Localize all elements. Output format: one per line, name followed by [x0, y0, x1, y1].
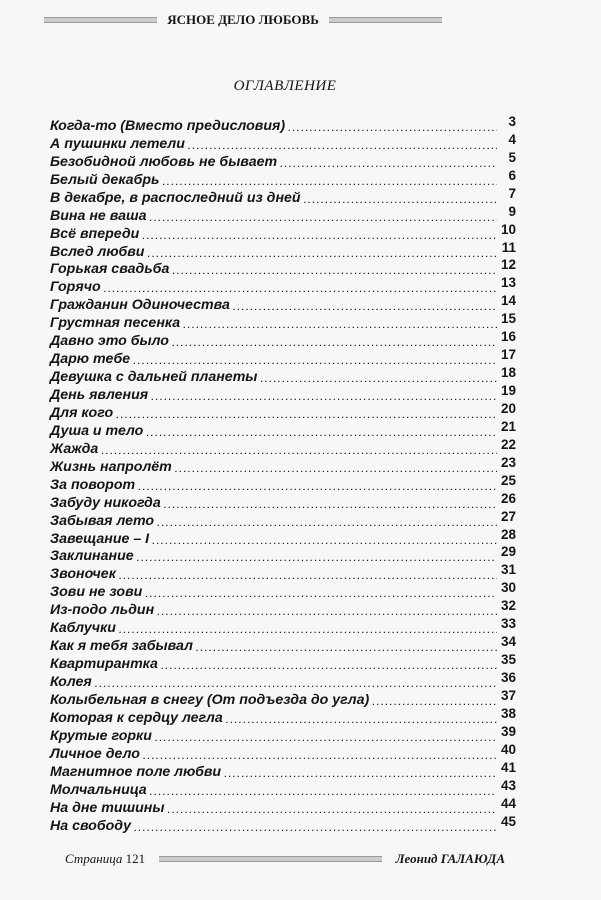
toc-entry	[50, 367, 516, 385]
entry-page: 32	[500, 598, 516, 614]
dot-leader	[134, 820, 497, 834]
entry-title: Завещание – I	[50, 530, 150, 547]
entry-title: Всё впереди	[50, 225, 140, 242]
dot-leader	[172, 335, 497, 349]
entry-page: 10	[500, 221, 516, 237]
dot-leader	[150, 210, 498, 224]
dot-leader	[155, 730, 497, 744]
entry-title: Молчальница	[50, 781, 147, 798]
entry-page: 3	[508, 113, 516, 129]
author-name: Леонид ГАЛАЮДА	[395, 851, 505, 866]
entry-title: Забывая лето	[50, 512, 155, 529]
entry-title: Магнитное поле любви	[50, 763, 222, 780]
entry-title: В декабре, в распоследний из дней	[50, 189, 301, 206]
entry-title: Душа и тело	[50, 422, 144, 439]
dot-leader	[260, 371, 497, 385]
entry-title: Квартирантка	[50, 656, 158, 673]
toc-entry	[50, 277, 516, 295]
dot-leader	[162, 174, 497, 188]
dot-leader	[372, 694, 497, 708]
toc-entry	[50, 257, 516, 278]
entry-page: 34	[500, 634, 516, 650]
entry-page: 43	[500, 777, 516, 793]
toc-entry	[50, 436, 516, 457]
entry-title: На дне тишины	[50, 799, 165, 816]
toc-entry	[50, 636, 516, 654]
toc-entry	[50, 331, 516, 349]
entry-page: 27	[500, 508, 516, 524]
entry-page: 39	[500, 723, 516, 739]
dot-leader	[172, 263, 497, 277]
toc-entry	[50, 600, 516, 618]
header-rule-left	[44, 17, 157, 23]
dot-leader	[150, 784, 497, 798]
toc-entry	[50, 526, 516, 547]
entry-page: 11	[501, 239, 516, 255]
dot-leader	[142, 228, 497, 242]
entry-title: А пушинки летели	[50, 135, 185, 152]
entry-title: Когда-то (Вместо предисловия)	[50, 117, 286, 134]
entry-page: 36	[500, 670, 516, 685]
toc-entry	[50, 741, 516, 762]
toc-entry	[50, 203, 516, 224]
toc-entry	[50, 813, 516, 834]
entry-page: 6	[508, 167, 516, 183]
entry-title: Крутые горки	[50, 727, 152, 744]
entry-page: 44	[500, 795, 516, 811]
dot-leader	[147, 246, 497, 260]
entry-page: 38	[500, 705, 516, 721]
entry-title: Дарю тебе	[50, 351, 131, 368]
dot-leader	[183, 317, 497, 331]
dot-leader	[226, 712, 497, 726]
dot-leader	[164, 497, 497, 511]
header-rule-right	[329, 17, 442, 23]
entry-page: 25	[500, 472, 516, 488]
dot-leader	[95, 676, 497, 690]
toc-entry	[50, 149, 516, 170]
entry-title: На свободу	[50, 817, 131, 834]
entry-title: Горячо	[50, 279, 101, 296]
toc-entry	[50, 418, 516, 439]
entry-page: 45	[500, 813, 516, 829]
entry-title: Жажда	[50, 440, 99, 457]
toc-entry	[50, 385, 516, 403]
entry-title: Колыбельная в снегу (От подъезда до угла)	[50, 691, 370, 708]
entry-title: Каблучки	[50, 620, 116, 637]
dot-leader	[137, 550, 497, 564]
toc-entry	[50, 131, 516, 152]
entry-page: 17	[500, 347, 516, 363]
toc-entry	[50, 759, 516, 780]
dot-leader	[288, 120, 497, 134]
entry-title: Белый декабрь	[50, 171, 160, 188]
dot-leader	[168, 802, 498, 816]
toc-entry	[50, 795, 516, 816]
entry-title: Грустная песенка	[50, 315, 181, 332]
entry-title: Заклинание	[50, 548, 134, 565]
entry-page: 13	[500, 275, 516, 291]
entry-title: Горькая свадьба	[50, 261, 170, 278]
page-number: 121	[125, 851, 146, 866]
entry-title: Звоночек	[50, 566, 116, 583]
running-footer	[65, 851, 505, 867]
dot-leader	[157, 515, 497, 529]
toc-entry	[50, 400, 516, 421]
entry-title: Гражданин Одиночества	[50, 297, 230, 314]
entry-page: 31	[500, 562, 516, 578]
dot-leader	[145, 586, 497, 600]
entry-page: 14	[500, 293, 516, 309]
toc-entry	[50, 313, 516, 331]
entry-page: 28	[500, 526, 516, 542]
dot-leader	[101, 443, 497, 457]
toc-entry	[50, 113, 516, 134]
entry-title: Безобидной любовь не бывает	[50, 153, 278, 170]
dot-leader	[161, 658, 497, 672]
toc-entry	[50, 508, 516, 529]
entry-title: Колея	[50, 674, 92, 690]
dot-leader	[104, 281, 497, 295]
toc-entry	[50, 185, 516, 206]
entry-page: 7	[508, 185, 516, 201]
entry-title: Личное дело	[50, 745, 140, 762]
toc-entry	[50, 705, 516, 726]
dot-leader	[119, 622, 497, 636]
toc-entry	[50, 472, 516, 493]
dot-leader	[138, 479, 497, 493]
running-header	[44, 12, 442, 28]
entry-page: 41	[500, 759, 516, 775]
dot-leader	[188, 138, 497, 152]
toc-entry	[50, 687, 516, 708]
entry-page: 29	[500, 544, 516, 560]
toc-entry	[50, 454, 516, 475]
toc-entry	[50, 295, 516, 313]
entry-title: Зови не зови	[50, 584, 143, 601]
page-label: Страница	[65, 851, 123, 866]
toc-entry	[50, 654, 516, 672]
entry-page: 18	[500, 365, 516, 381]
toc-entry	[50, 564, 516, 582]
toc-entry	[50, 544, 516, 565]
toc-entry	[50, 582, 516, 600]
entry-title: Вина не ваша	[50, 207, 147, 224]
entry-page: 33	[500, 616, 516, 632]
dot-leader	[280, 156, 497, 170]
toc-entry	[50, 349, 516, 367]
entry-title: Жизнь напролёт	[50, 458, 172, 475]
entry-title: Забуду никогда	[50, 494, 161, 511]
dot-leader	[304, 192, 497, 206]
dot-leader	[151, 389, 497, 403]
entry-title: День явления	[50, 387, 149, 403]
toc-entry	[50, 239, 516, 260]
toc-entry	[50, 777, 516, 798]
entry-page: 9	[508, 203, 516, 219]
entry-title: За поворот	[50, 476, 136, 493]
entry-page: 5	[508, 149, 516, 165]
toc-entry	[50, 167, 516, 188]
dot-leader	[224, 766, 497, 780]
entry-page: 37	[500, 687, 516, 703]
dot-leader	[143, 748, 497, 762]
entry-title: Девушка с дальней планеты	[50, 369, 258, 386]
dot-leader	[233, 299, 497, 313]
toc-entry	[50, 672, 516, 690]
entry-page: 22	[500, 436, 516, 452]
entry-page: 35	[500, 652, 516, 668]
entry-page: 26	[500, 490, 516, 506]
entry-title: Для кого	[50, 404, 114, 421]
entry-page: 12	[500, 257, 516, 273]
dot-leader	[133, 353, 497, 367]
entry-page: 16	[500, 329, 516, 345]
footer-rule	[159, 856, 381, 862]
entry-page: 23	[500, 454, 516, 470]
entry-page: 15	[500, 311, 516, 327]
entry-title: Вслед любви	[50, 243, 145, 260]
dot-leader	[116, 407, 497, 421]
dot-leader	[152, 533, 497, 547]
entry-title: Которая к сердцу легла	[50, 709, 223, 726]
entry-page: 20	[500, 400, 516, 416]
toc-heading: ОГЛАВЛЕНИЕ	[233, 78, 337, 94]
toc-entry	[50, 490, 516, 511]
entry-page: 40	[500, 741, 516, 757]
entry-title: Давно это было	[50, 333, 169, 350]
entry-title: Как я тебя забывал	[50, 638, 193, 655]
entry-title: Из-подо льдин	[50, 602, 155, 619]
entry-page: 4	[508, 131, 516, 147]
entry-page: 19	[500, 383, 516, 398]
dot-leader	[175, 461, 497, 475]
toc-entry	[50, 221, 516, 242]
entry-page: 30	[500, 580, 516, 596]
dot-leader	[196, 640, 497, 654]
toc-entry	[50, 618, 516, 636]
dot-leader	[146, 425, 497, 439]
toc-list	[50, 113, 516, 834]
toc-entry	[50, 723, 516, 744]
book-title: ЯСНОЕ ДЕЛО ЛЮБОВЬ	[167, 12, 319, 27]
dot-leader	[157, 604, 497, 618]
dot-leader	[119, 568, 497, 582]
entry-page: 21	[500, 418, 516, 434]
